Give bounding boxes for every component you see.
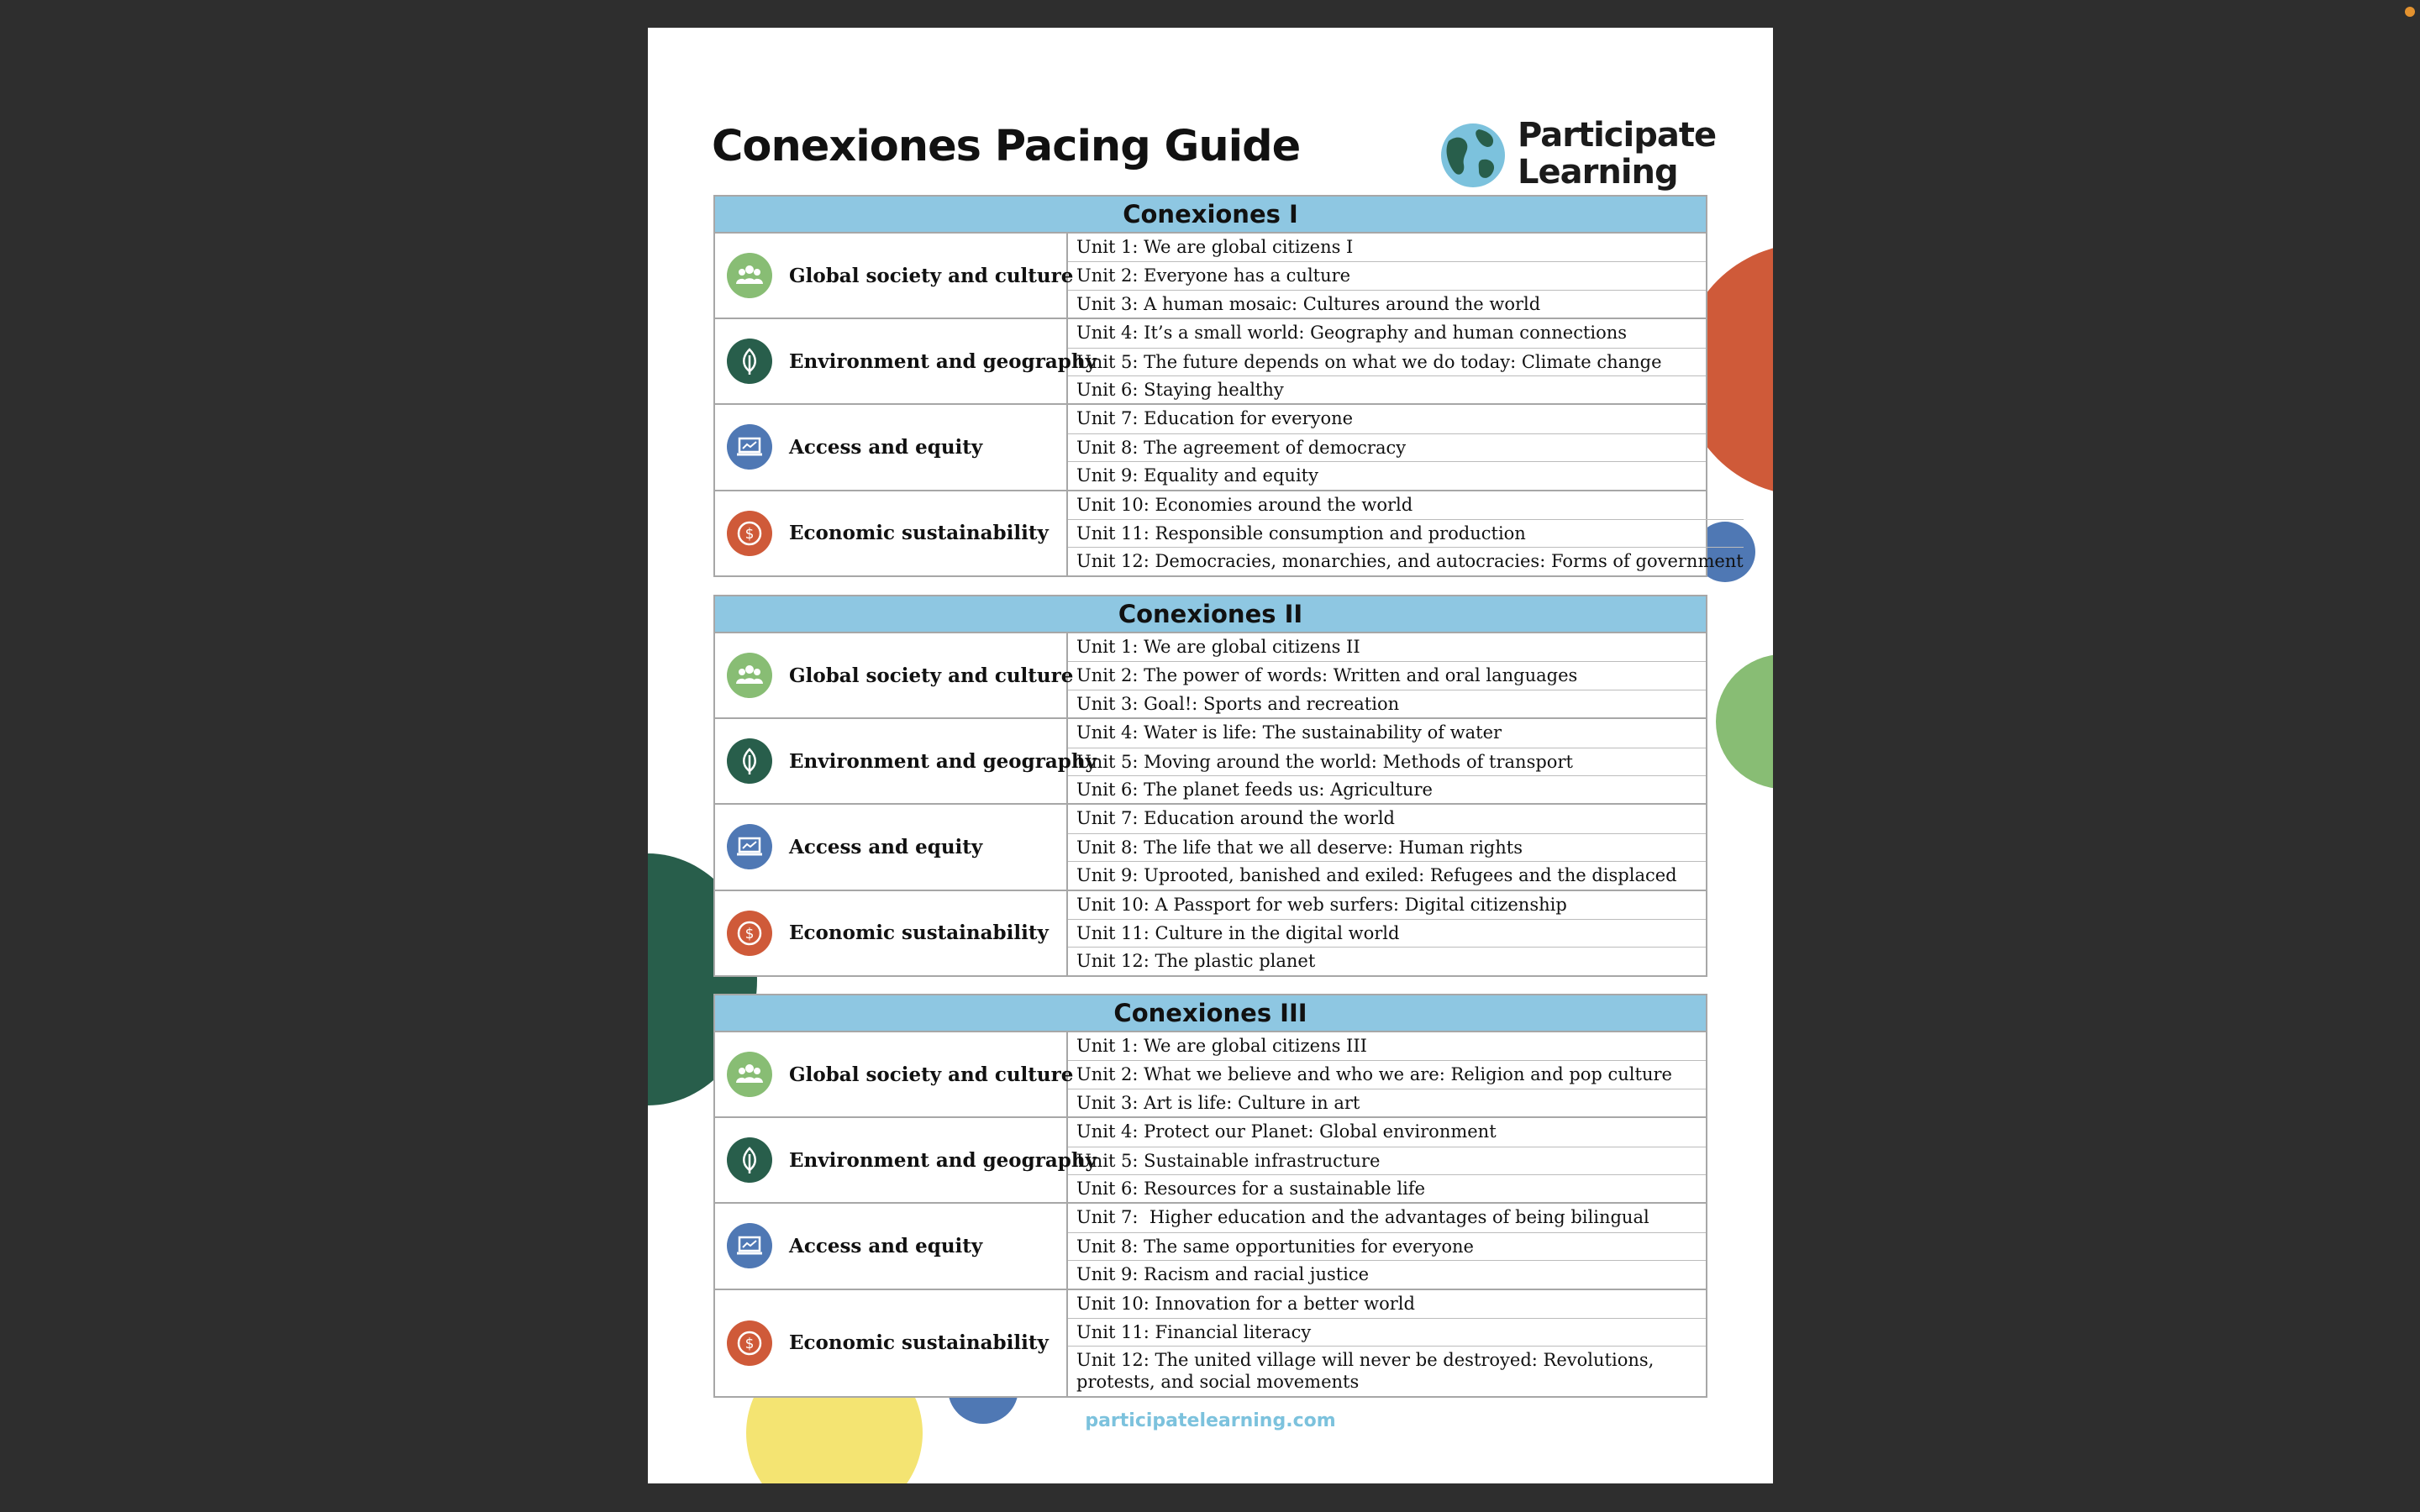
theme-name: Global society and culture bbox=[789, 264, 1074, 287]
deco-circle-green bbox=[1716, 654, 1773, 789]
unit-item: Unit 8: The life that we all deserve: Human rights bbox=[1068, 833, 1706, 861]
table-header: Conexiones II bbox=[715, 596, 1706, 633]
theme-name: Environment and geography bbox=[789, 1148, 1097, 1172]
theme-rows bbox=[715, 1032, 1706, 1396]
unit-item: Unit 2: Everyone has a culture bbox=[1068, 261, 1706, 289]
unit-list bbox=[1068, 234, 1706, 318]
globe-icon bbox=[1440, 123, 1506, 188]
unit-item: Unit 7: Education for everyone bbox=[1076, 408, 1354, 429]
theme-row bbox=[715, 1032, 1706, 1116]
theme-row bbox=[715, 803, 1706, 889]
theme-row bbox=[715, 490, 1744, 575]
logo-wordmark: Participate Learning bbox=[1518, 116, 1717, 192]
unit-item: Unit 9: Equality and equity bbox=[1068, 461, 1706, 489]
unit-list bbox=[1068, 1290, 1706, 1397]
unit-item: Unit 2: What we believe and who we are: Religion and pop culture bbox=[1068, 1060, 1706, 1088]
svg-text:$: $ bbox=[744, 925, 755, 942]
unit-item: Unit 5: Sustainable infrastructure bbox=[1068, 1147, 1706, 1174]
unit-list bbox=[1068, 891, 1706, 975]
theme-name: Economic sustainability bbox=[789, 522, 1049, 545]
footer-website-link[interactable]: participatelearning.com bbox=[1085, 1410, 1336, 1431]
theme-name: Environment and geography bbox=[789, 349, 1097, 373]
people-group-icon bbox=[727, 1052, 772, 1097]
unit-item: Unit 4: It’s a small world: Geography and human connections bbox=[1076, 323, 1628, 344]
unit-item: Unit 3: Goal!: Sports and recreation bbox=[1068, 690, 1706, 717]
theme-name: Access and equity bbox=[789, 835, 983, 858]
unit-list bbox=[1068, 405, 1706, 489]
unit-item: Unit 10: Economies around the world bbox=[1076, 494, 1413, 515]
document-page bbox=[648, 28, 1773, 1483]
unit-item: Unit 11: Financial literacy bbox=[1068, 1318, 1706, 1346]
unit-item: Unit 6: Resources for a sustainable life bbox=[1068, 1174, 1706, 1202]
dollar-coin-icon bbox=[727, 911, 772, 956]
unit-list bbox=[1068, 1204, 1706, 1288]
unit-list bbox=[1068, 633, 1706, 717]
unit-item: Unit 6: The planet feeds us: Agriculture bbox=[1068, 775, 1706, 803]
conexiones-iii-table bbox=[713, 994, 1707, 1398]
unit-item: Unit 10: A Passport for web surfers: Digital citizenship bbox=[1076, 894, 1567, 915]
theme-row bbox=[715, 1116, 1706, 1202]
svg-text:$: $ bbox=[744, 1335, 755, 1352]
svg-text:$: $ bbox=[744, 525, 755, 543]
theme-name: Economic sustainability bbox=[789, 1331, 1049, 1355]
table-header: Conexiones I bbox=[715, 197, 1706, 234]
theme-name: Global society and culture bbox=[789, 664, 1074, 687]
unit-item: Unit 3: A human mosaic: Cultures around the world bbox=[1068, 290, 1706, 318]
unit-item: Unit 9: Uprooted, banished and exiled: Refugees and the displaced bbox=[1068, 861, 1706, 889]
unit-item: Unit 5: Moving around the world: Methods of transport bbox=[1068, 748, 1706, 775]
dollar-coin-icon bbox=[727, 1320, 772, 1366]
unit-item: Unit 8: The agreement of democracy bbox=[1068, 433, 1706, 461]
theme-name: Environment and geography bbox=[789, 749, 1097, 773]
unit-item: Unit 7: Higher education and the advantages of being bilingual bbox=[1076, 1207, 1649, 1228]
unit-item: Unit 8: The same opportunities for everyone bbox=[1068, 1232, 1706, 1260]
unit-item: Unit 1: We are global citizens II bbox=[1076, 637, 1360, 657]
theme-name: Access and equity bbox=[789, 1234, 983, 1257]
unit-item: Unit 7: Education around the world bbox=[1076, 808, 1395, 829]
unit-item: Unit 10: Innovation for a better world bbox=[1076, 1293, 1415, 1314]
theme-row bbox=[715, 1289, 1706, 1397]
theme-row bbox=[715, 234, 1706, 318]
participate-learning-logo bbox=[1440, 92, 1718, 192]
unit-item: Unit 6: Staying healthy bbox=[1068, 375, 1706, 403]
laptop-chart-icon bbox=[727, 1223, 772, 1268]
unit-item: Unit 11: Culture in the digital world bbox=[1068, 919, 1706, 947]
unit-list bbox=[1068, 319, 1706, 403]
unit-item: Unit 5: The future depends on what we do today: Climate change bbox=[1068, 348, 1706, 375]
theme-rows bbox=[715, 633, 1706, 975]
conexiones-ii-table bbox=[713, 595, 1707, 977]
unit-item: Unit 1: We are global citizens III bbox=[1076, 1036, 1367, 1056]
theme-rows bbox=[715, 234, 1744, 575]
leaf-icon bbox=[727, 339, 772, 384]
unit-list bbox=[1068, 1032, 1706, 1116]
page-title: Conexiones Pacing Guide bbox=[712, 122, 1301, 171]
theme-row bbox=[715, 633, 1706, 717]
people-group-icon bbox=[727, 653, 772, 698]
recording-indicator bbox=[2405, 7, 2415, 17]
unit-item: Unit 4: Protect our Planet: Global environment bbox=[1076, 1121, 1497, 1142]
unit-item: Unit 12: The plastic planet bbox=[1068, 947, 1706, 974]
laptop-chart-icon bbox=[727, 824, 772, 869]
theme-row bbox=[715, 403, 1706, 489]
unit-list bbox=[1068, 805, 1706, 889]
unit-list bbox=[1068, 719, 1706, 803]
people-group-icon bbox=[727, 253, 772, 298]
unit-item: Unit 2: The power of words: Written and oral languages bbox=[1068, 661, 1706, 689]
theme-row bbox=[715, 318, 1706, 403]
conexiones-i-table bbox=[713, 195, 1744, 577]
unit-list bbox=[1068, 1118, 1706, 1202]
theme-row bbox=[715, 890, 1706, 975]
table-header: Conexiones III bbox=[715, 995, 1706, 1032]
theme-row bbox=[715, 1202, 1706, 1288]
unit-item: Unit 3: Art is life: Culture in art bbox=[1068, 1089, 1706, 1116]
theme-name: Access and equity bbox=[789, 435, 983, 459]
laptop-chart-icon bbox=[727, 424, 772, 470]
leaf-icon bbox=[727, 1137, 772, 1183]
theme-row bbox=[715, 717, 1706, 803]
unit-item: Unit 12: Democracies, monarchies, and autocracies: Forms of government bbox=[1068, 547, 1744, 575]
unit-item: Unit 1: We are global citizens I bbox=[1076, 237, 1354, 257]
theme-name: Global society and culture bbox=[789, 1063, 1074, 1086]
theme-name: Economic sustainability bbox=[789, 921, 1049, 945]
dollar-coin-icon bbox=[727, 511, 772, 556]
unit-item: Unit 11: Responsible consumption and production bbox=[1068, 519, 1744, 547]
leaf-icon bbox=[727, 738, 772, 784]
unit-item: Unit 9: Racism and racial justice bbox=[1068, 1260, 1706, 1288]
unit-list bbox=[1068, 491, 1744, 575]
unit-item: Unit 12: The united village will never be destroyed: Revolutions, protests, and social movements bbox=[1068, 1346, 1706, 1396]
unit-item: Unit 4: Water is life: The sustainability of water bbox=[1076, 722, 1502, 743]
